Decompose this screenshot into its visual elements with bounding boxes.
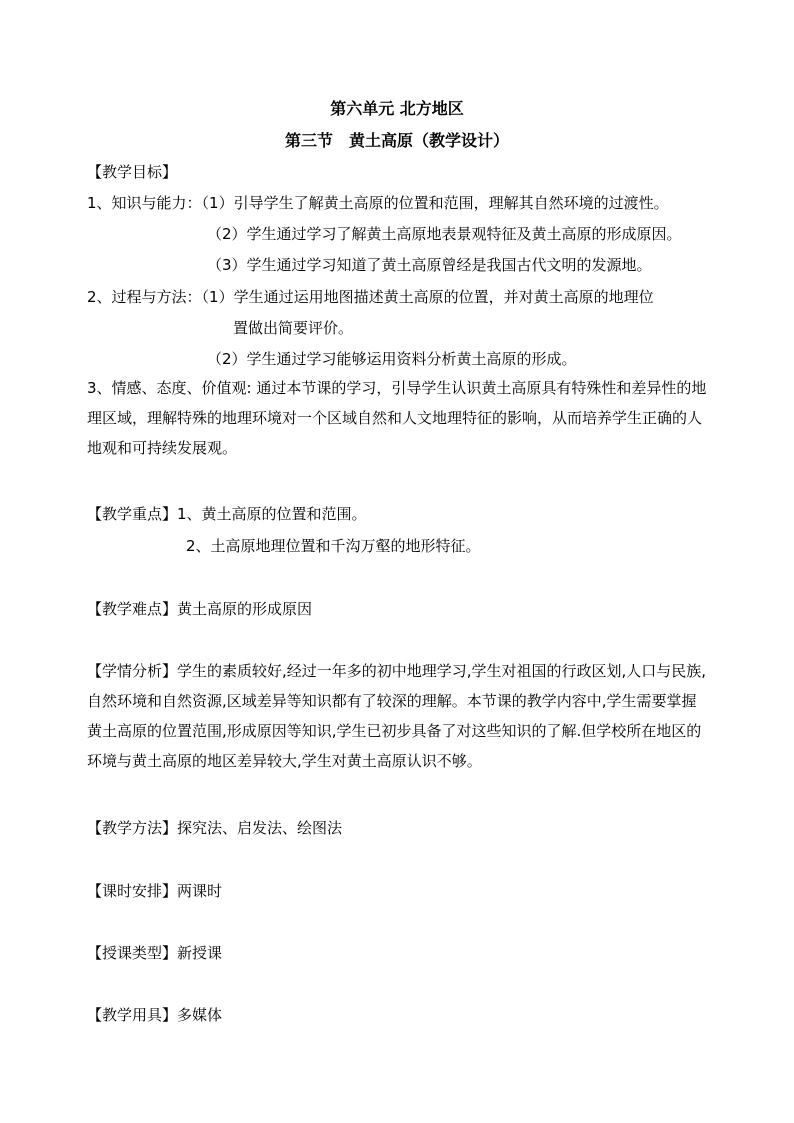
knowledge-ability-3: （3）学生通过学习知道了黄土高原曾经是我国古代文明的发源地。: [207, 256, 652, 274]
values-paragraph: 3、情感、态度、价值观: 通过本节课的学习，引导学生认识黄土高原具有特殊性和差异性的地理区域，理解特殊的地理环境对一个区域自然和人文地理特征的影响，从而培养学生正确的人地观和可持续发展观。: [87, 379, 707, 457]
knowledge-ability-1: 1、知识与能力：（1）引导学生了解黄土高原的位置和范围，理解其自然环境的过渡性。: [87, 194, 669, 212]
process-method-2: （2）学生通过学习能够运用资料分析黄土高原的形成。: [207, 350, 577, 368]
process-method-1-cont: 置做出简要评价。: [233, 319, 354, 337]
tools-line: 【教学用具】多媒体: [87, 1006, 223, 1024]
process-method-1: 2、过程与方法：（1）学生通过运用地图描述黄土高原的位置，并对黄土高原的地理位: [87, 288, 654, 306]
objectives-heading: 【教学目标】: [87, 163, 178, 181]
key-points-line-1: 【教学重点】1、黄土高原的位置和范围。: [87, 505, 367, 523]
knowledge-ability-2: （2）学生通过学习了解黄土高原地表景观特征及黄土高原的形成原因。: [207, 225, 682, 243]
analysis-paragraph: 【学情分析】学生的素质较好,经过一年多的初中地理学习,学生对祖国的行政区划,人口与民族,自然环境和自然资源,区域差异等知识都有了较深的理解。本节课的教学内容中,学生需要掌握黄土高原的位置范围,形成原因等知识,学生已初步具备了对这些知识的了解.但学校所在地区的环境与黄土高原的地区差异较大,学生对黄土高原认识不够。: [87, 662, 707, 770]
section-title: 第三节 黄土高原（教学设计）: [284, 131, 509, 150]
unit-title: 第六单元 北方地区: [330, 99, 464, 118]
lesson-type-line: 【授课类型】新授课: [87, 944, 223, 962]
schedule-line: 【课时安排】两课时: [87, 882, 223, 900]
key-points-line-2: 2、土高原地理位置和千沟万壑的地形特征。: [186, 537, 481, 555]
difficulty-line: 【教学难点】黄土高原的形成原因: [87, 600, 313, 618]
method-line: 【教学方法】探究法、启发法、绘图法: [87, 819, 343, 837]
